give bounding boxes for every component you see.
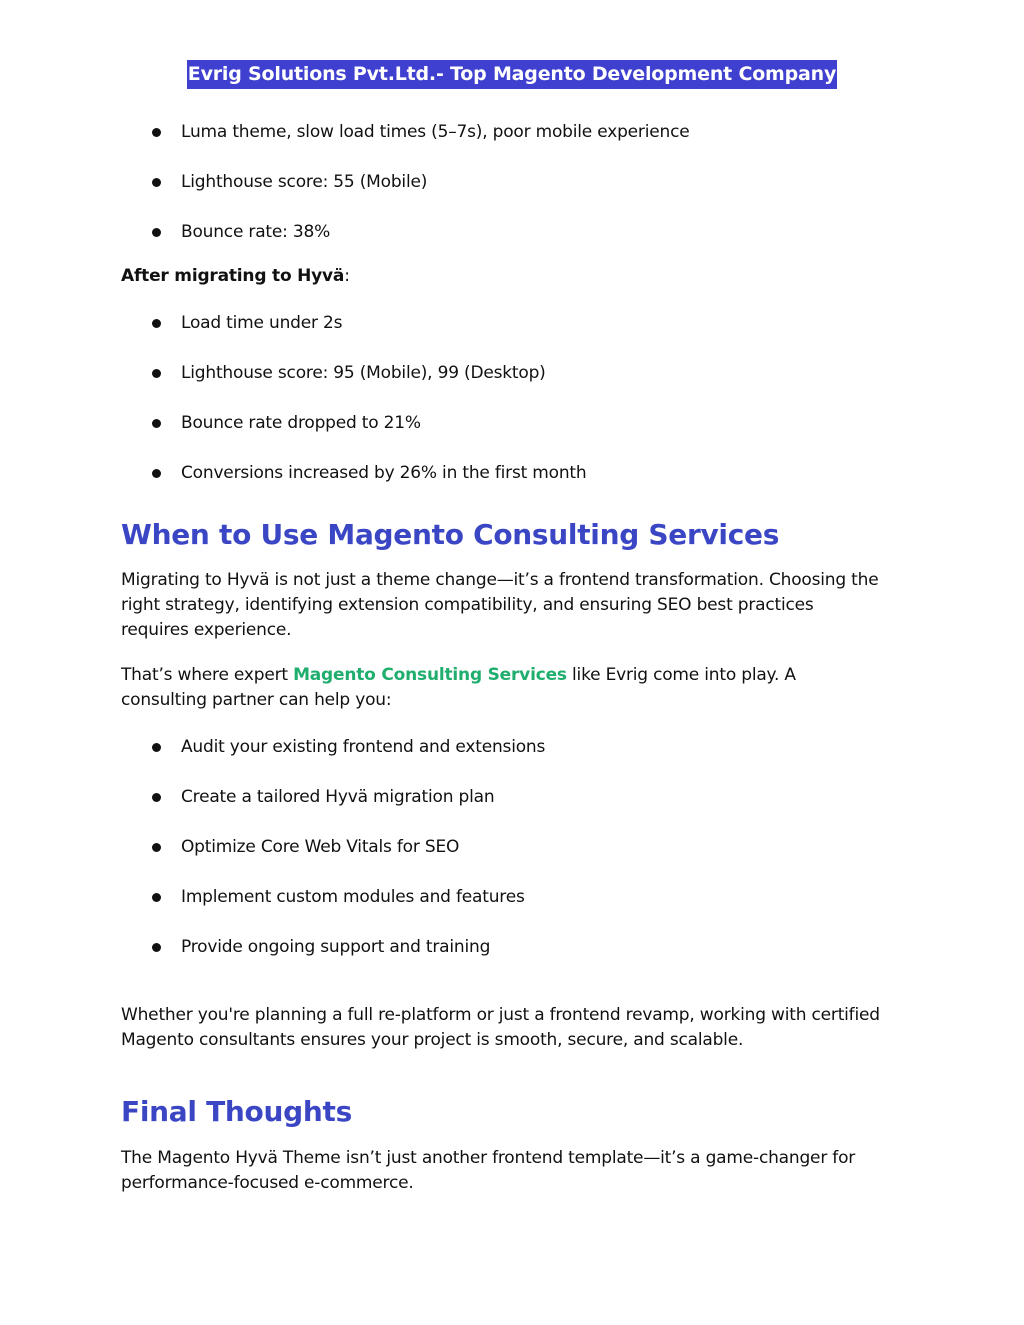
bullet-icon [152, 469, 161, 478]
list-item: Audit your existing frontend and extensions [121, 733, 881, 783]
list-item: Conversions increased by 26% in the first month [121, 459, 881, 487]
final-thoughts-paragraph: The Magento Hyvä Theme isn’t just another frontend template—it’s a game-changer for performance-focused e-commerce. [121, 1148, 856, 1193]
document-body [121, 118, 881, 1196]
after-migration-label: After migrating to Hyvä: [121, 266, 350, 286]
list-item: Luma theme, slow load times (5–7s), poor mobile experience [121, 118, 881, 168]
consulting-closing-paragraph: Whether you're planning a full re-platform or just a frontend revamp, working with certified Magento consultants ensures your project is smooth, secure, and scalable. [121, 1005, 880, 1050]
bullet-icon [152, 843, 161, 852]
consulting-list [121, 733, 881, 961]
bullet-icon [152, 369, 161, 378]
list-item: Bounce rate: 38% [121, 218, 881, 264]
bullet-icon [152, 319, 161, 328]
bullet-icon [152, 893, 161, 902]
before-list [121, 118, 881, 264]
list-item: Lighthouse score: 55 (Mobile) [121, 168, 881, 218]
list-item: Bounce rate dropped to 21% [121, 409, 881, 459]
magento-consulting-link[interactable]: Magento Consulting Services [293, 665, 567, 685]
consulting-partner-paragraph: That’s where expert Magento Consulting Services like Evrig come into play. A consulting partner can help you: [121, 665, 796, 710]
header-banner-wrap [0, 60, 1024, 89]
final-thoughts-heading: Final Thoughts [121, 1095, 352, 1128]
list-item: Lighthouse score: 95 (Mobile), 99 (Desktop) [121, 359, 881, 409]
header-banner: Evrig Solutions Pvt.Ltd.- Top Magento Development Company [187, 60, 837, 89]
list-item: Provide ongoing support and training [121, 933, 881, 961]
bullet-icon [152, 419, 161, 428]
consulting-intro-paragraph: Migrating to Hyvä is not just a theme change—it’s a frontend transformation. Choosing the right strategy, identifying extension compatibility, and ensuring SEO best practices requires experience. [121, 570, 879, 640]
after-list [121, 309, 881, 487]
consulting-heading: When to Use Magento Consulting Services [121, 518, 780, 551]
bullet-icon [152, 128, 161, 137]
list-item: Create a tailored Hyvä migration plan [121, 783, 881, 833]
bullet-icon [152, 228, 161, 237]
bullet-icon [152, 178, 161, 187]
list-item: Optimize Core Web Vitals for SEO [121, 833, 881, 883]
bullet-icon [152, 743, 161, 752]
bullet-icon [152, 793, 161, 802]
list-item: Load time under 2s [121, 309, 881, 359]
list-item: Implement custom modules and features [121, 883, 881, 933]
bullet-icon [152, 943, 161, 952]
